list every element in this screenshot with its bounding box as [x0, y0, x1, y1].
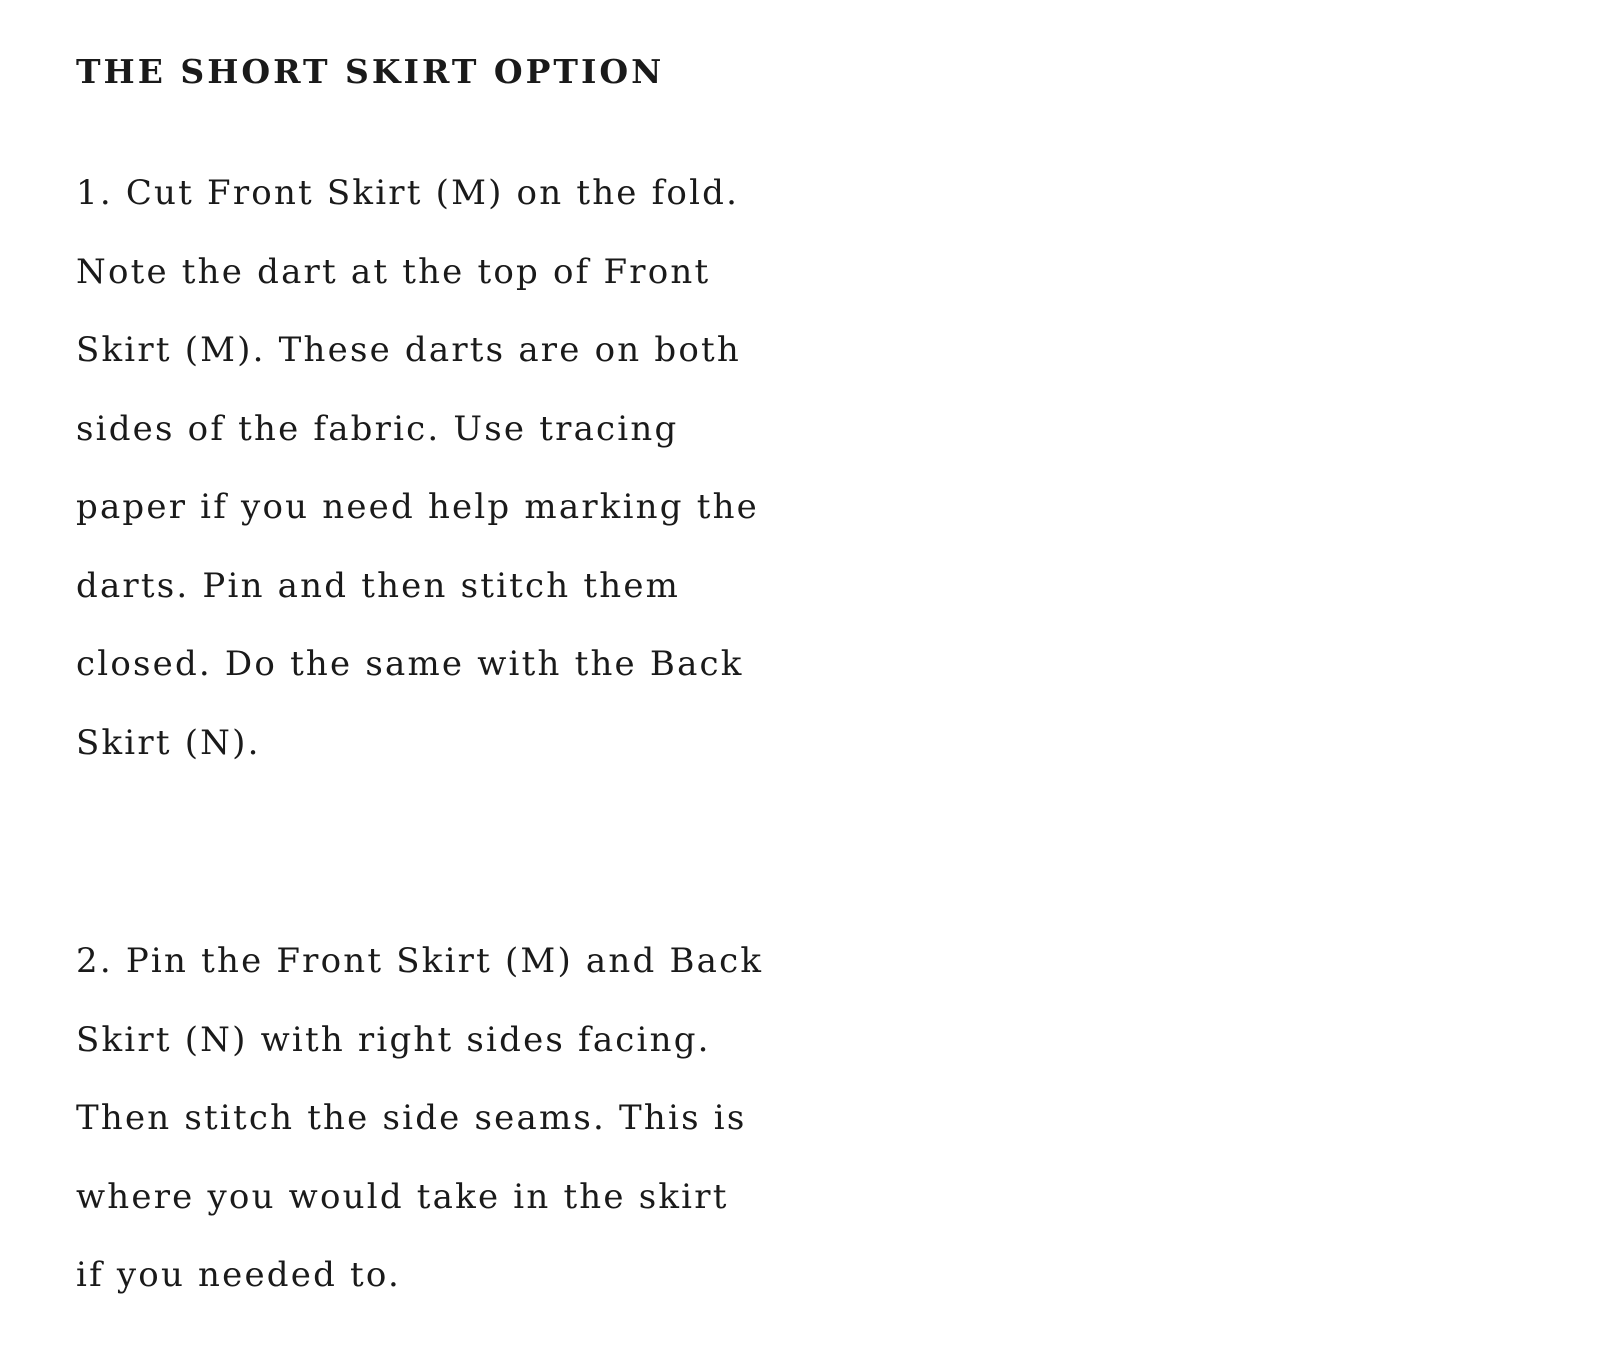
step-2-line: Then stitch the side seams. This is — [76, 1098, 747, 1138]
step-2-line: Skirt (N) with right sides facing. — [76, 1019, 711, 1060]
step-1-line: Skirt (N). — [76, 722, 261, 763]
document-page — [76, 52, 836, 1315]
step-2-line: if you needed to. — [76, 1255, 401, 1295]
step-2-line: where you would take in the skirt — [76, 1176, 729, 1217]
step-2-line: 2. Pin the Front Skirt (M) and Back — [76, 941, 764, 981]
section-heading: THE SHORT SKIRT OPTION — [76, 52, 665, 91]
step-1-line: darts. Pin and then stitch them — [76, 565, 681, 606]
instruction-step-2 — [76, 922, 836, 1315]
step-1-line: Note the dart at the top of Front — [76, 251, 711, 292]
step-1-line: sides of the fabric. Use tracing — [76, 408, 679, 449]
step-1-line: closed. Do the same with the Back — [76, 644, 744, 684]
step-1-line: 1. Cut Front Skirt (M) on the fold. — [76, 173, 740, 213]
step-1-line: paper if you need help marking the — [76, 487, 759, 527]
instruction-step-1 — [76, 154, 836, 782]
step-1-line: Skirt (M). These darts are on both — [76, 330, 741, 370]
